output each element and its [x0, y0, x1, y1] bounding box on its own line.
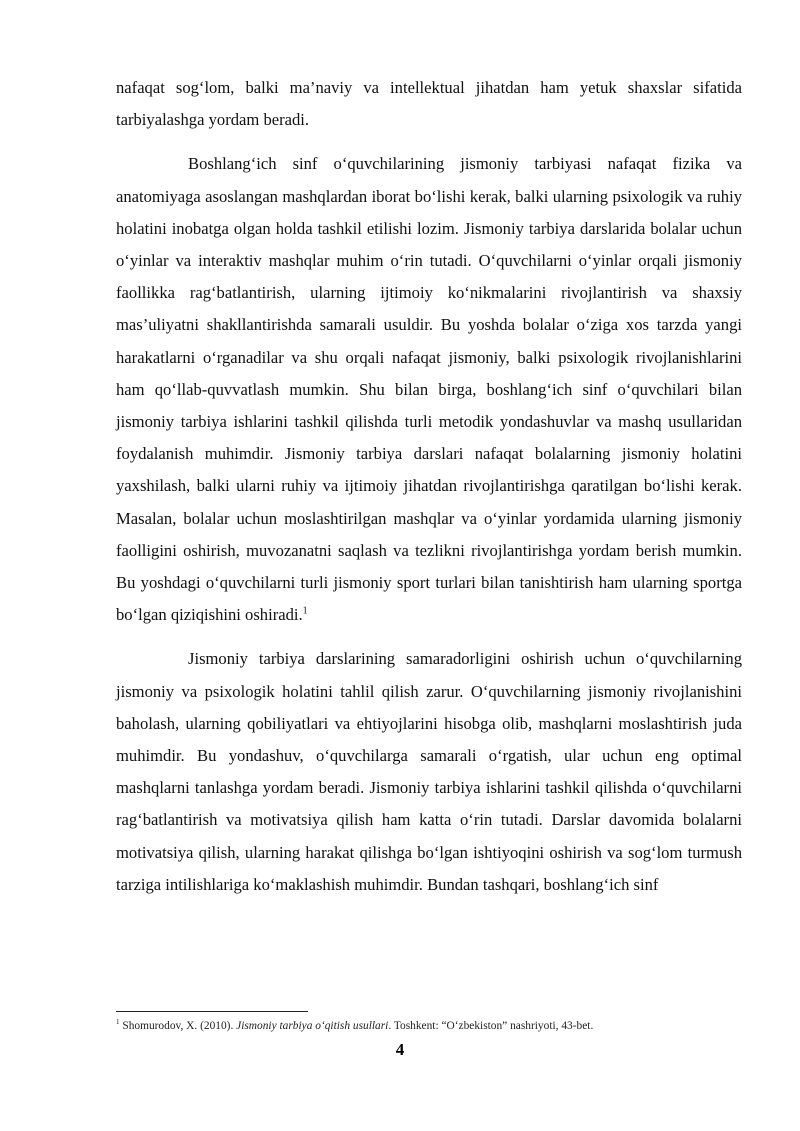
footnote-reference[interactable]: 1 — [302, 605, 308, 617]
footnote-marker: 1 — [116, 1018, 120, 1027]
paragraph — [116, 643, 742, 901]
page-number: 4 — [395, 1040, 405, 1059]
paragraph-text: Jismoniy tarbiya darslarining samaradorligini oshirish uchun o‘quvchilarning jismoniy va psixologik holatini tahlil qilish zarur. O‘quvchilarning jismoniy rivojlanishini baholash, ularning qobiliyatlari va ehtiyojlarini hisobga olib, mashqlarni moslashtirish juda muhimdir. Bu yondashuv, o‘quvchilarga samarali o‘rgatish, ular uchun eng optimal mashqlarni tanlashga yordam beradi. Jismoniy tarbiya ishlarini tashkil qilishda o‘quvchilarni rag‘batlantirish va motivatsiya qilish ham katta o‘rin tutadi. Darslar davomida bolalarni motivatsiya qilish, ularning harakat qilishga bo‘lgan ishtiyoqini oshirish va sog‘lom turmush tarziga intilishlariga ko‘maklashish muhimdir. Bundan tashqari, boshlang‘ich sinf — [116, 649, 742, 894]
body-text — [116, 72, 742, 901]
footnote-separator — [116, 1011, 308, 1012]
paragraph — [116, 148, 742, 631]
footnote-text-before: Shomurodov, X. (2010). — [122, 1020, 237, 1032]
footnote-text-after: . Toshkent: “O‘zbekiston” nashriyoti, 43-bet. — [388, 1020, 594, 1032]
footnote-title: Jismoniy tarbiya o‘qitish usullari — [236, 1020, 389, 1032]
footnote — [116, 1019, 742, 1033]
paragraph-continuation — [116, 72, 742, 136]
paragraph-text: nafaqat sog‘lom, balki ma’naviy va intellektual jihatdan ham yetuk shaxslar sifatida tarbiyalashga yordam beradi. — [116, 78, 742, 130]
paragraph-text: Boshlang‘ich sinf o‘quvchilarining jismoniy tarbiyasi nafaqat fizika va anatomiyaga asoslangan mashqlardan iborat bo‘lishi kerak, balki ularning psixologik va ruhiy holatini inobatga olgan holda tashkil etilishi lozim. Jismoniy tarbiya darslarida bolalar uchun o‘yinlar va interaktiv mashqlar muhim o‘rin tutadi. O‘quvchilarni o‘yinlar orqali jismoniy faollikka rag‘batlantirish, ularning ijtimoiy ko‘nikmalarini rivojlantirish va shaxsiy mas’uliyatni shakllantirishda samarali usuldir. Bu yoshda bolalar o‘ziga xos tarzda yangi harakatlarni o‘rganadilar va shu orqali nafaqat jismoniy, balki psixologik rivojlanishlarini ham qo‘llab-quvvatlash mumkin. Shu bilan birga, boshlang‘ich sinf o‘quvchilari bilan jismoniy tarbiya ishlarini tashkil qilishda turli metodik yondashuvlar va mashq usullaridan foydalanish muhimdir. Jismoniy tarbiya darslari nafaqat bolalarning jismoniy holatini yaxshilash, balki ularni ruhiy va ijtimoiy jihatdan rivojlantirishga qaratilgan bo‘lishi kerak. Masalan, bolalar uchun moslashtirilgan mashqlar va o‘yinlar yordamida ularning jismoniy faolligini oshirish, muvozanatni saqlash va tezlikni rivojlantirishga yordam berish mumkin. Bu yoshdagi o‘quvchilarni turli jismoniy sport turlari bilan tanishtirish ham ularning sportga bo‘lgan qiziqishini oshiradi. — [116, 154, 742, 625]
